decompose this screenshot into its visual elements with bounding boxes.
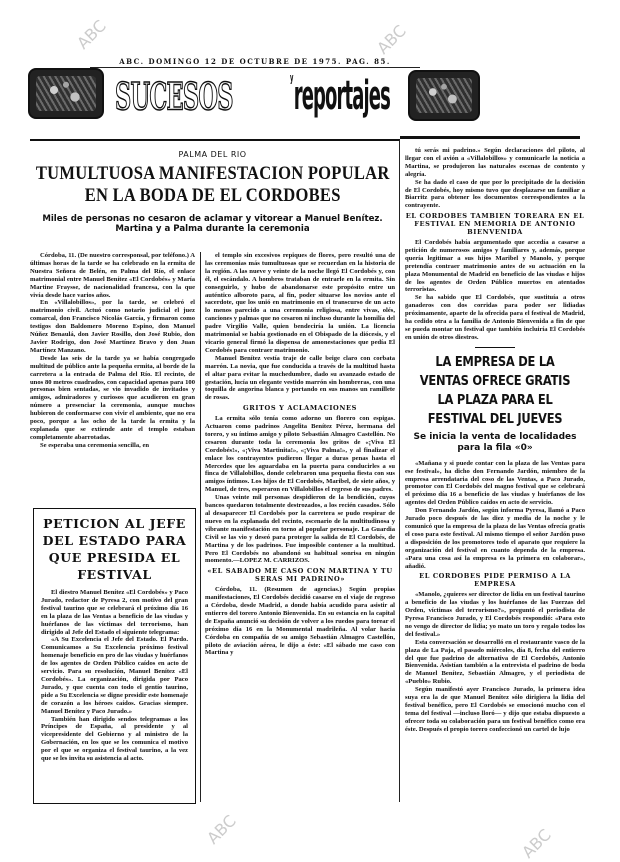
paragraph: Se ha dado el caso de que por lo precipitado de la decisión de El Cordobés, hoy mismo tuvo que desplazarse un familiar a Biarritz para obtener los documentos correspondientes a la contrayente. — [405, 178, 585, 210]
article-headline-2: LA EMPRESA DE LA VENTAS OFRECE GRATIS LA PLAZA PARA EL FESTIVAL DEL JUEVES — [419, 353, 571, 427]
page-folio: ABC. DOMINGO 12 DE OCTUBRE DE 1975. PAG. 85. — [90, 57, 420, 68]
paragraph: La ermita sólo tenía como adorno un florero con espigas. Actuaron como padrinos Angelita Benítez Pérez, hermana del torero, y su íntimo amigo y piloto Sebastián Almagro Castellón. No cesaron durante toda la ceremonia los gritos de «¡Viva El Cordobés!», «¡Viva Martinita!», «¡Viva Palma!», y al finalizar el enlace los contrayentes pudieron llegar a duras penas hasta el Mercedes que les aguardaba en la puerta para conducirles a su finca de Villalobillos, donde celebraron una pequeña fiesta con sus amigos íntimos. Los hijos de El Cordobés, Maribel, de siete años, y Manuel, de tres, esperaron en Villalobillos el regreso de sus padres. — [205, 415, 395, 494]
paragraph: Se ha sabido que El Cordobés, que sustituía a otros ganaderos con dos corridas para poder ser lidiadas próximamente, aparte de la ofrecida para el festival de Madrid, ha cedido otra a la familia de Antonio Bienvenida a fin de que se pueda montar un festival que también incluiría El Cordobés en unión de otros diestros. — [405, 294, 585, 341]
right-column — [405, 147, 585, 827]
paragraph: Se esperaba una ceremonia sencilla, en — [40, 441, 150, 449]
section-subtitle: EL CORDOBES TAMBIEN TOREARA EN EL FESTIVAL EN MEMORIA DE ANTONIO BIENVENIDA — [405, 212, 585, 237]
header-divider-right — [400, 136, 580, 139]
petition-box — [33, 508, 196, 804]
header-divider — [30, 139, 400, 141]
paragraph: Córdoba, 11. (Resumen de agencias.) Según propias manifestaciones, El Cordobés decidió casarse en el viaje de regreso a Córdoba, desde Madrid, a donde había acudido para asistir al entierro del torero Antonio Bienvenida. En su estancia en la capital de España anunció su decisión de volver a los ruedos para torear el próximo día 16 en la Monumental madrileña. Al volar hacia Córdoba en compañía de su amigo Sebastián Almagro Castellón, piloto de aviación aérea, le dijo a éste: «El sábado me caso con Martina y — [205, 586, 395, 657]
section-subtitle: EL CORDOBES PIDE PERMISO A LA EMPRESA — [419, 572, 571, 589]
paragraph: Desde las seis de la tarde ya se había congregado multitud de público ante la pequeña ermita, al borde de la carretera a la entrada de Palma del Río. El recinto, de unos 80 metros cuadrados, con capacidad apenas para 100 personas bien sentadas, se vio invadido de invitados y amigos, admiradores y curiosos que acudieron en gran número a presenciar la ceremonia, aunque muchos hubieron de conformarse con vivir el ambiente, que no era poco, porque a las ocho de la tarde la ermita y la explanada que se extiende ante el templo estaban completamente abarrotadas. — [30, 354, 195, 441]
paragraph: En «Villalobillos», por la tarde, se celebró el matrimonio civil. Actuó como notario judicial el juez comarcal, don Francisco Nicolás García, y firmaron como testigos don Baldomero Moreno Espino, don Manuel Núñez Benaulá, don Javier Rosillo, don José Rubio, don Javier Rodrigo, don José Martínez Bravo y don Juan Martínez Manzano. — [30, 299, 195, 354]
column-rule — [200, 252, 201, 802]
paragraph: Córdoba, 11. (De nuestro corresponsal, por teléfono.) A últimas horas de la tarde se ha celebrado en la ermita de Nuestra Señora de Belén, en Palma del Río, el enlace matrimonial entre Manuel Benítez «El Cordobés» y María Martine Fraysse, de nacionalidad francesa, con la que vivía desde hace varios años. — [30, 252, 195, 299]
section-title-reportajes-text: reportajes — [293, 72, 390, 120]
paragraph: «A Su Excelencia el Jefe del Estado. El Pardo. Comunicamos a Su Excelencia próximo festival homenaje beneficio en pro de las viudas y huérfanos de los agentes de Orden Público caídos en acto de servicio. Para su resolución, Manuel Benítez «El Cordobés». La organización, dirigida por Paco Jurado, y que cuenta con todo el gentío taurino, pide a Su Excelencia se digne presidir este homenaje de corazón a los héroes caídos. Gracias siempre. Manuel Benítez y Paco Jurado.» — [41, 636, 189, 715]
paragraph: Según manifestó ayer Francisco Jurado, la primera idea suya era la de que Manuel Benítez sólo dirigiera la lidia del festival benéfico, pero El Cordobés se emocionó mucho con el tema del festival —incluso lloró— y dijo que estaba dispuesto a ofrecer toda su colaboración para un festival benéfico como era éste. Después el propio torero confeccionó un cartel de lujo — [405, 686, 585, 733]
banner-photo-right — [408, 70, 480, 121]
banner-photo-left — [28, 68, 104, 119]
section-title-sucesos: SUCESOS — [115, 75, 233, 120]
article-headline: TUMULTUOSA MANIFESTACION POPULAR EN LA BODA DE EL CORDOBES — [35, 163, 390, 206]
paragraph: También han dirigido sendos telegramas a los Príncipes de España, al presidente y al vicepresidente del Gobierno y al ministro de la Gobernación, en los que se les comunica el motivo por el que se organiza el festival taurino, a la vez que se les invita su asistencia al acto. — [41, 715, 188, 763]
paragraph: Unas veinte mil personas despidieron de la bendición, cuyos bancos quedaron totalmente destrozados, a los recién casados. Sólo al desaparecer El Cordobés por la carretera se pudo respirar de nuevo en la explanada del recinto, escenario de la multitudinosa y vibrante manifestación en torno al popular personaje. La Guardia Civil se las vio y deseó para proteger la salida de El Cordobés, de Martina y de los padrinos. Fue imposible contener a la multitud. Pero El Cordobés no abandonó su habitual sonrisa en ningún momento.—LOPEZ M. CARRIZOS. — [205, 494, 395, 565]
column-rule — [399, 140, 400, 802]
section-subtitle: GRITOS Y ACLAMACIONES — [243, 404, 357, 413]
paragraph: El Cordobés había argumentado que accedía a casarse a petición de numerosos amigos y familiares y, además, porque quería legitimar a sus hijos Maribel y Manolo, y porque pretendía contraer matrimonio antes de su actuación en la plaza Monumental de Madrid en beneficio de las viudas e hijos de los agentes de Orden Público muertos en atentados terroristas. — [405, 238, 585, 294]
watermark: ABC — [518, 825, 555, 862]
petition-headline: PETICION AL JEFE DEL ESTADO PARA QUE PRESIDA EL FESTIVAL — [42, 516, 187, 582]
watermark: ABC — [73, 16, 110, 53]
article-subheadline: Miles de personas no cesaron de aclamar y vitorear a Manuel Benítez. Martina y a Palma durante la ceremonia — [42, 214, 383, 234]
article-column-2 — [205, 252, 395, 802]
watermark: ABC — [373, 21, 410, 58]
article-subheadline-2: Se inicia la venta de localidades para la fila «0» — [413, 431, 577, 453]
article-column-1 — [30, 252, 195, 498]
section-title-conjunction: y — [290, 72, 293, 86]
section-title-reportajes — [290, 73, 390, 120]
paragraph: Manuel Benítez vestía traje de calle beige claro con corbata marrón. La novia, que fue conducida a través de la multitud hasta el altar para evitar la muchedumbre, dado su avanzado estado de gestación, lucía un elegante vestido marrón sin hombreras, con una toquilla de angorina blanca y portando en sus manos un ramillete de rosas. — [205, 354, 395, 402]
paragraph: Esta conversación se desarrolló en el restaurante vasco de la plaza de La Paja, el pasado miércoles, día 8, fecha del entierro del que fue padrino de alternativa de El Cordobés, Antonio Bienvenida. Asistían también a la entrevista el padrino de boda de Manuel Benítez, Sebastián Almagro, y el periodista de «Pueblo» Rubio. — [405, 638, 585, 686]
section-subtitle: «EL SABADO ME CASO CON MARTINA Y TU SERAS MI PADRINO» — [207, 567, 393, 584]
divider — [475, 347, 515, 348]
paragraph: el templo sin excesivos repiques de flores, pero resultó una de las ceremonias más tumultuosas que se recuerdan en la historia de la región. A las nueve y veinte de la noche llegó El Cordobés y, con él, el escándalo. A hombros trataban de entrarle en la ermita. Sin conseguirlo, y hubo de abandonarse este propósito entre un auténtico alboroto para, al fin, poder situarse los novios ante el sacerdote, que los unió en matrimonio en el transcurso de un acto lo menos parecido a una ceremonia religiosa, entre vivas, olés, canciones y palmas que no cesaron ni incluso durante la homilía del padre Virgilio Valle, quien bendeciría la unión. La licencia matrimonial se había gestionado en el Obispado de la diócesis, y el vicario general firmó la dispensa de amonestaciones que pedía El Cordobés para contraer matrimonio. — [205, 252, 395, 354]
paragraph: El diestro Manuel Benítez «El Cordobés» y Paco Jurado, redactor de Pyresa 2, con motivo del gran festival taurino que se celebrará el próximo día 16 en la plaza de las Ventas a beneficio de las viudas y huérfanos de las víctimas del terrorismo, han dirigido al Jefe del Estado el siguiente telegrama: — [41, 589, 188, 636]
paragraph: «Manolo, ¿quieres ser director de lidia en un festival taurino a beneficio de las viudas y los huérfanos de las Fuerzas del Orden, víctimas del terrorismo?», preguntó el periodista de Pyresa Francisco Jurado, y El Cordobés respondió: «Para esto no vengo de director de lidia; yo mato un toro y regalo todos los del festival.» — [405, 591, 585, 638]
article-kicker: PALMA DEL RIO — [178, 150, 247, 159]
paragraph: Don Fernando Jardón, según informa Pyresa, llamó a Paco Jurado poco después de las diez y media de la noche y le comunicó que la empresa de la plaza de las Ventas ofrecía gratis el coso para este festival. Al mismo tiempo el señor Jardón puso a disposición de los promotores todo el aparato que requiere la organización del festival en cuanto dependa de la empresa. «Para una cosa así la empresa es la primera en colaborar», añadió. — [405, 507, 585, 570]
paragraph: «Mañana y si puede contar con la plaza de las Ventas para ese festival», ha dicho don Fernando Jardón, miembro de la empresa arrendataria del coso de las Ventas, a Paco Jurado, promotor con El Cordobés del magno festival que se celebrará el próximo día 16 a beneficio de las viudas y huérfanos de los agentes del Orden Público caídos en acto de servicio. — [405, 459, 585, 507]
paragraph: tú serás mi padrino.» Según declaraciones del piloto, al llegar con el avión a «Villalobillos» y comunicarle la noticia a Martina, se produjeron las naturales escenas de contento y alegría. — [405, 147, 585, 178]
watermark: ABC — [203, 811, 240, 848]
